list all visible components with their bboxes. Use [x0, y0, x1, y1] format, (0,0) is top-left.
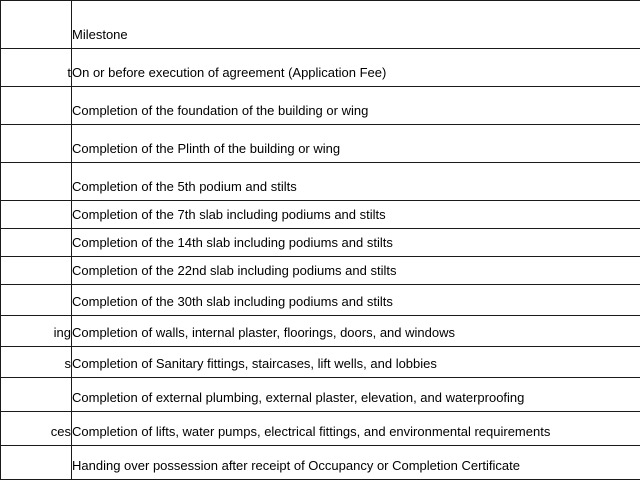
table-row — [1, 257, 640, 285]
cell-left[interactable] — [1, 257, 72, 285]
table-row — [1, 125, 640, 163]
table-row — [1, 446, 640, 480]
table-row — [1, 347, 640, 378]
cell-milestone[interactable]: Completion of the Plinth of the building or wing — [72, 125, 640, 163]
table-row — [1, 1, 640, 49]
cell-left[interactable] — [1, 378, 72, 412]
cell-milestone[interactable]: Completion of the 22nd slab including podiums and stilts — [72, 257, 640, 285]
cell-left[interactable]: t — [1, 49, 72, 87]
table-row — [1, 412, 640, 446]
table-row — [1, 49, 640, 87]
cell-left[interactable] — [1, 201, 72, 229]
cell-left[interactable] — [1, 285, 72, 316]
cell-left[interactable] — [1, 1, 72, 49]
cell-left[interactable] — [1, 125, 72, 163]
table-row — [1, 163, 640, 201]
cell-milestone[interactable]: On or before execution of agreement (Application Fee) — [72, 49, 640, 87]
cell-left[interactable] — [1, 163, 72, 201]
cell-milestone[interactable]: Completion of the 5th podium and stilts — [72, 163, 640, 201]
cell-milestone[interactable]: Completion of Sanitary fittings, staircases, lift wells, and lobbies — [72, 347, 640, 378]
cell-milestone-header[interactable]: Milestone — [72, 1, 640, 49]
cell-milestone[interactable]: Completion of the 7th slab including podiums and stilts — [72, 201, 640, 229]
cell-left[interactable] — [1, 87, 72, 125]
table-row — [1, 285, 640, 316]
cell-left[interactable] — [1, 229, 72, 257]
table-row — [1, 378, 640, 412]
cell-left[interactable]: ces — [1, 412, 72, 446]
cell-milestone[interactable]: Completion of lifts, water pumps, electrical fittings, and environmental requirements — [72, 412, 640, 446]
table-row — [1, 316, 640, 347]
cell-milestone[interactable]: Completion of external plumbing, external plaster, elevation, and waterproofing — [72, 378, 640, 412]
cell-milestone[interactable]: Handing over possession after receipt of Occupancy or Completion Certificate — [72, 446, 640, 480]
cell-milestone[interactable]: Completion of the 30th slab including podiums and stilts — [72, 285, 640, 316]
cell-left[interactable] — [1, 446, 72, 480]
table-row — [1, 229, 640, 257]
cell-milestone[interactable]: Completion of the 14th slab including podiums and stilts — [72, 229, 640, 257]
table-row — [1, 201, 640, 229]
cell-left[interactable]: s — [1, 347, 72, 378]
table-row — [1, 87, 640, 125]
cell-left[interactable]: ing — [1, 316, 72, 347]
cell-milestone[interactable]: Completion of the foundation of the building or wing — [72, 87, 640, 125]
cell-milestone[interactable]: Completion of walls, internal plaster, floorings, doors, and windows — [72, 316, 640, 347]
